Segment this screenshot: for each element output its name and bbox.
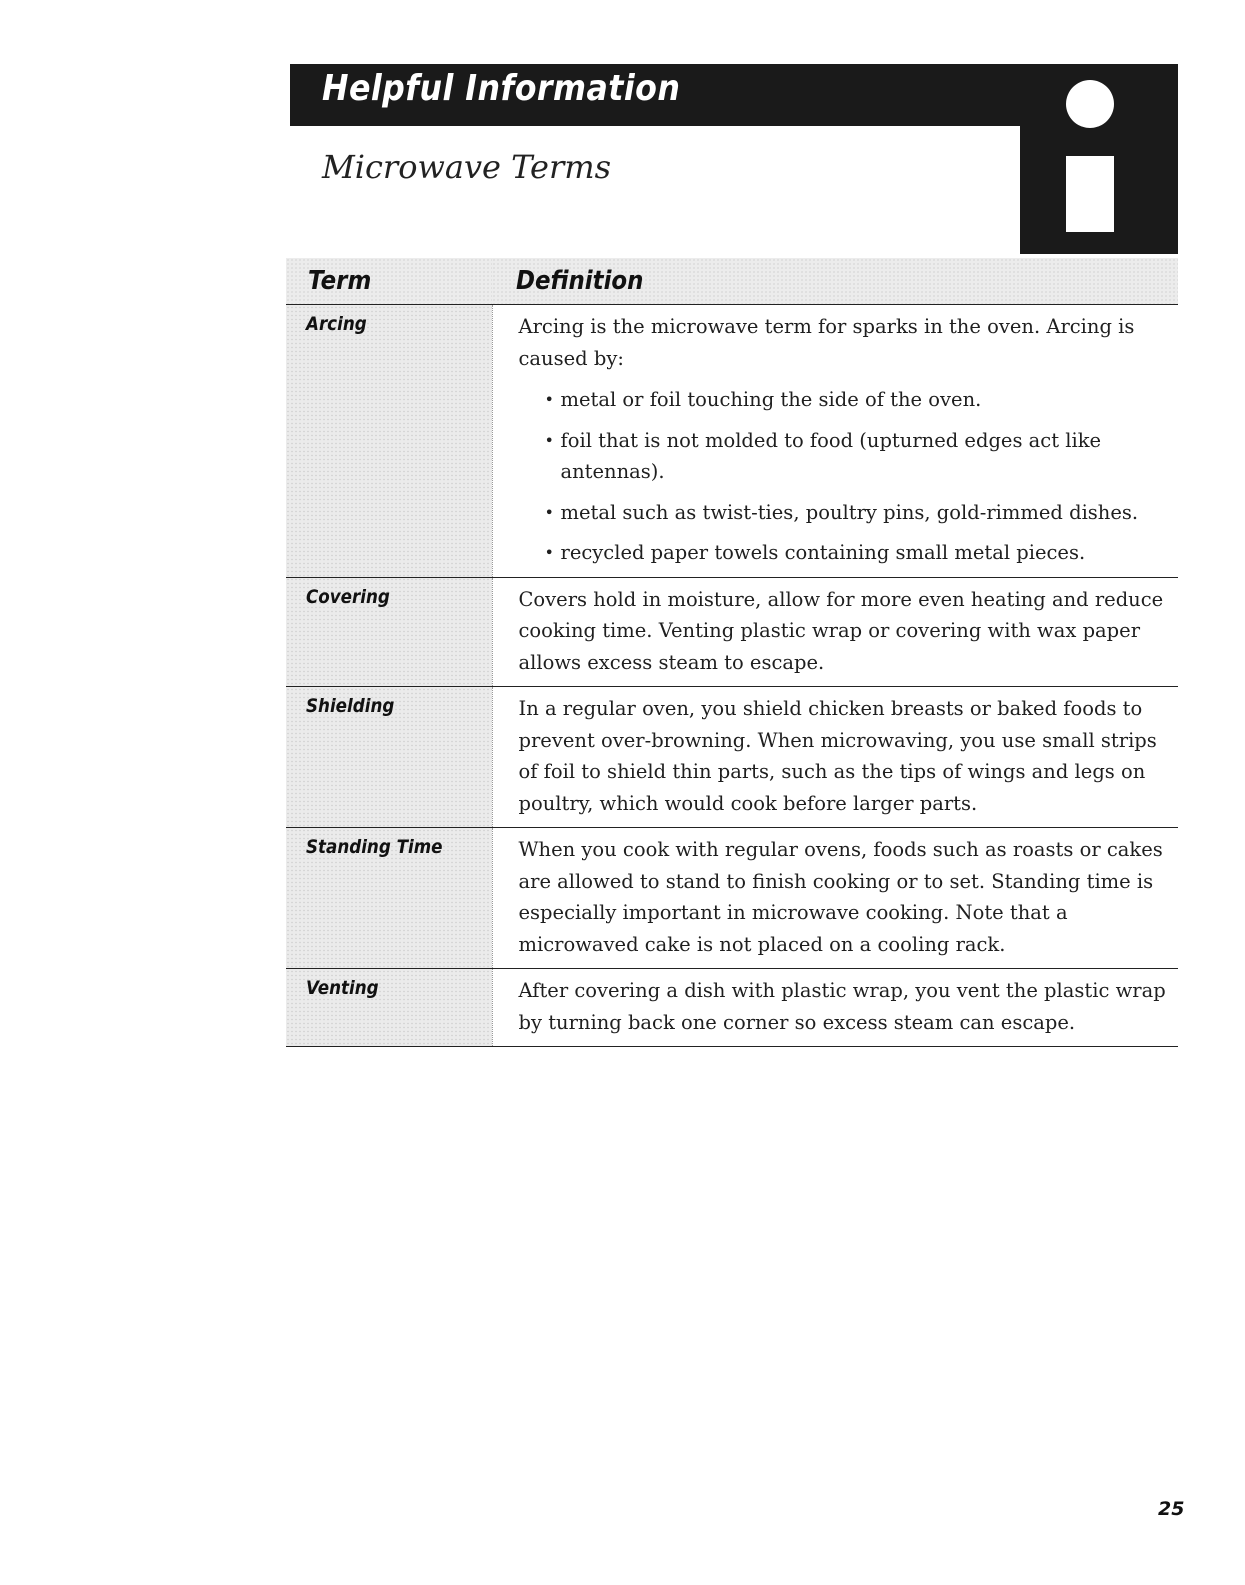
- list-item: [545, 497, 1179, 529]
- list-item: [545, 537, 1179, 569]
- term-shielding: Shielding: [306, 695, 395, 717]
- definition-cell: [492, 305, 1178, 578]
- info-icon: [1020, 64, 1178, 254]
- bullet-icon: •: [544, 502, 554, 522]
- term-cell: [286, 305, 492, 578]
- table-row: [286, 305, 1178, 578]
- table-row: [286, 969, 1178, 1047]
- term-cell: [286, 969, 492, 1047]
- bullet-icon: •: [544, 543, 554, 562]
- list-item-text: foil that is not molded to food (upturned edges act like antennas).: [560, 428, 1102, 483]
- bullet-icon: •: [544, 390, 554, 409]
- page-subtitle: Microwave Terms: [322, 148, 611, 186]
- list-item-text: recycled paper towels containing small metal pieces.: [560, 541, 1086, 564]
- column-header-term: [286, 258, 492, 305]
- table-row: [286, 828, 1178, 969]
- bullet-icon: •: [544, 430, 554, 450]
- definition-shielding: In a regular oven, you shield chicken breasts or baked foods to prevent over-browning. When microwaving, you use small strips of foil to shield thin parts, such as the tips of wings and legs on poultry, which would cook before larger parts.: [518, 697, 1157, 815]
- column-header-definition: [492, 258, 1178, 305]
- column-header-term-label: Term: [308, 266, 372, 296]
- list-item-text: metal such as twist-ties, poultry pins, gold-rimmed dishes.: [560, 500, 1139, 524]
- table-row: [286, 577, 1178, 687]
- definition-cell: [492, 969, 1178, 1047]
- list-item: [545, 384, 1179, 416]
- list-item-text: metal or foil touching the side of the oven.: [560, 388, 982, 411]
- term-cell: [286, 828, 492, 969]
- page-number: 25: [1158, 1498, 1185, 1520]
- info-icon-dot: [1066, 80, 1114, 128]
- column-header-definition-label: Definition: [516, 266, 644, 296]
- definition-cell: [492, 577, 1178, 687]
- term-covering: Covering: [306, 585, 390, 608]
- definition-venting: After covering a dish with plastic wrap, you vent the plastic wrap by turning back one corner so excess steam can escape.: [518, 979, 1166, 1034]
- term-venting: Venting: [306, 977, 379, 999]
- bullet-list: [519, 384, 1179, 569]
- term-arcing: Arcing: [306, 313, 367, 335]
- section-title: Helpful Information: [322, 68, 681, 109]
- info-icon-stem: [1066, 156, 1114, 232]
- terms-table: [286, 258, 1178, 1047]
- term-cell: [286, 687, 492, 828]
- table-row: [286, 687, 1178, 828]
- definition-cell: [492, 828, 1178, 969]
- definition-arcing: Arcing is the microwave term for sparks in the oven. Arcing is caused by:: [518, 315, 1135, 370]
- definition-cell: [492, 687, 1178, 828]
- term-cell: [286, 577, 492, 687]
- term-standing-time: Standing Time: [306, 836, 443, 858]
- definition-covering: Covers hold in moisture, allow for more even heating and reduce cooking time. Venting plastic wrap or covering with wax paper allows excess steam to escape.: [518, 587, 1164, 674]
- definition-standing-time: When you cook with regular ovens, foods such as roasts or cakes are allowed to stand to finish cooking or to set. Standing time is especially important in microwave cooking. Note that a microwaved cake is not placed on a cooling rack.: [518, 838, 1163, 956]
- table-header-row: [286, 258, 1178, 305]
- list-item: [545, 425, 1179, 488]
